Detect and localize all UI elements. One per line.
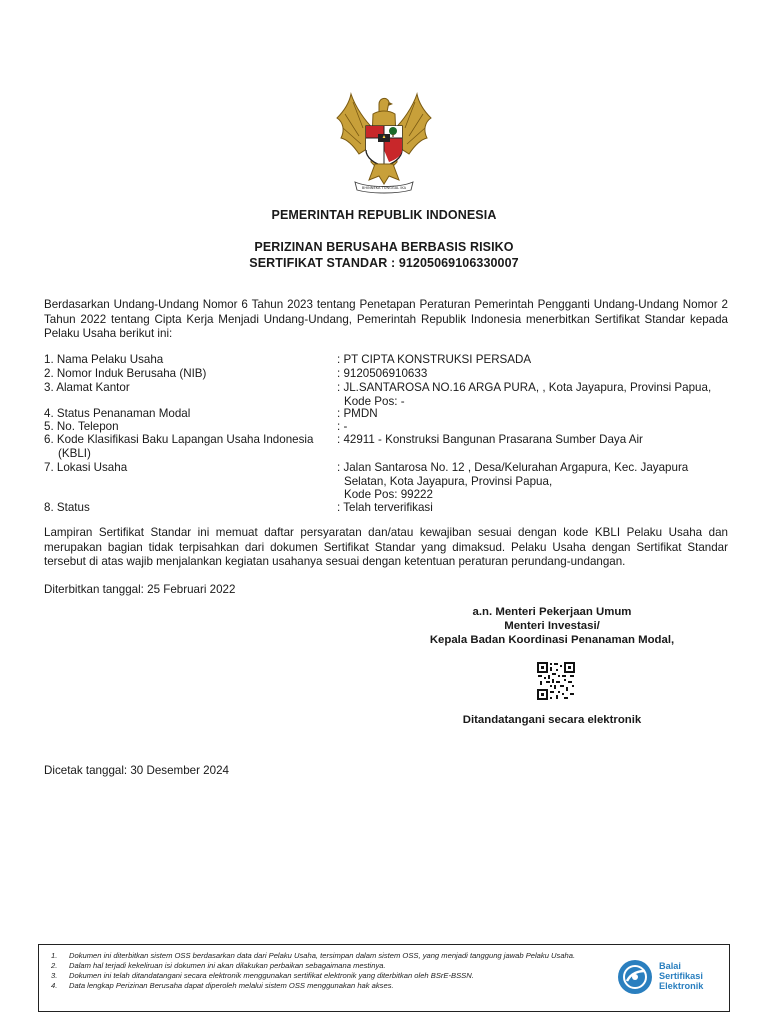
svg-text:BHINNEKA TUNGGAL IKA: BHINNEKA TUNGGAL IKA [361,186,407,190]
field-label: 5. No. Telepon [44,420,119,433]
signature-line-3: Kepala Badan Koordinasi Penanaman Modal, [429,634,675,646]
field-value: : 9120506910633 [337,367,428,380]
field-label: 4. Status Penanaman Modal [44,407,191,420]
bsre-logo-text [659,961,703,991]
field-value-line2: Kode Pos: - [344,394,405,408]
field-value: : - [337,420,348,433]
field-label: 1. Nama Pelaku Usaha [44,353,164,366]
note-text: Dalam hal terjadi kekeliruan isi dokumen ini akan dilakukan perbaikan sebagaimana mestinya. [69,961,386,970]
field-value: : PT CIPTA KONSTRUKSI PERSADA [337,353,532,366]
permit-title: PERIZINAN BERUSAHA BERBASIS RISIKO [254,240,514,254]
footer-note [51,951,591,961]
field-label-line2: (KBLI) [58,446,91,460]
note-number: 2. [51,961,58,970]
certificate-number: SERTIFIKAT STANDAR : 91205069106330007 [249,256,519,270]
field-label: 8. Status [44,501,90,514]
note-text: Data lengkap Perizinan Berusaha dapat diperoleh melalui sistem OSS menggunakan hak akses. [69,981,394,990]
bsre-logo-line: Balai [659,961,681,971]
footer-note [51,981,591,991]
printed-date: Dicetak tanggal: 30 Desember 2024 [44,764,229,777]
footer-note [51,961,591,971]
qr-code-icon [536,661,576,701]
field-value: : JL.SANTAROSA NO.16 ARGA PURA, , Kota Jayapura, Provinsi Papua, [337,381,712,394]
footer-note [51,971,591,981]
electronically-signed-label: Ditandatangani secara elektronik [462,714,642,726]
bsre-logo-line: Elektronik [659,981,704,991]
note-number: 1. [51,951,58,960]
footer-notes-box [38,944,730,1012]
note-text: Dokumen ini diterbitkan sistem OSS berdasarkan data dari Pelaku Usaha, tersimpan dalam sistem OSS, yang menjadi tanggung jawab Pelaku Usaha. [69,951,576,960]
appendix-paragraph: Lampiran Sertifikat Standar ini memuat daftar persyaratan dan/atau kewajiban sesuai dengan kode KBLI Pelaku Usaha dan merupakan bagian tidak terpisahkan dari dokumen Sertifikat Standar yang dimaksud. Pelaku Usaha dengan Sertifikat Standar tersebut di atas wajib menjalankan kegiatan usahanya sesuai dengan ketentuan peraturan perundang-undangan. [44,526,728,568]
field-label: 6. Kode Klasifikasi Baku Lapangan Usaha Indonesia [44,433,314,446]
field-value: : 42911 - Konstruksi Bangunan Prasarana Sumber Daya Air [337,433,643,446]
government-title: PEMERINTAH REPUBLIK INDONESIA [271,208,497,222]
field-value-line2: Selatan, Kota Jayapura, Provinsi Papua, [344,474,553,488]
field-value: : Jalan Santarosa No. 12 , Desa/Kelurahan Argapura, Kec. Jayapura [337,461,689,474]
field-label: 3. Alamat Kantor [44,381,130,394]
field-value-line3: Kode Pos: 99222 [344,488,433,501]
footer-notes-list [51,951,591,991]
bsre-logo-icon [617,959,653,1000]
intro-paragraph: Berdasarkan Undang-Undang Nomor 6 Tahun 2023 tentang Penetapan Peraturan Pemerintah Pengganti Undang-Undang Nomor 2 Tahun 2022 tentang Cipta Kerja Menjadi Undang-Undang, Pemerintah Republik Indonesia menerbitkan Sertifikat Standar kepada Pelaku Usaha berikut ini: [44,298,728,340]
note-text: Dokumen ini telah ditandatangani secara elektronik menggunakan sertifikat elektronik yang diterbitkan oleh BSrE-BSSN. [69,971,474,980]
field-label: 7. Lokasi Usaha [44,461,128,474]
bsre-logo [617,957,727,997]
garuda-emblem-icon [329,92,439,194]
signature-line-2: Menteri Investasi/ [504,620,600,632]
note-number: 3. [51,971,58,980]
note-number: 4. [51,981,58,990]
field-label: 2. Nomor Induk Berusaha (NIB) [44,367,207,380]
bsre-logo-line: Sertifikasi [659,971,703,981]
field-value: : Telah terverifikasi [337,501,433,514]
field-value: : PMDN [337,407,378,420]
issued-date: Diterbitkan tanggal: 25 Februari 2022 [44,583,236,596]
signature-line-1: a.n. Menteri Pekerjaan Umum [472,606,632,618]
